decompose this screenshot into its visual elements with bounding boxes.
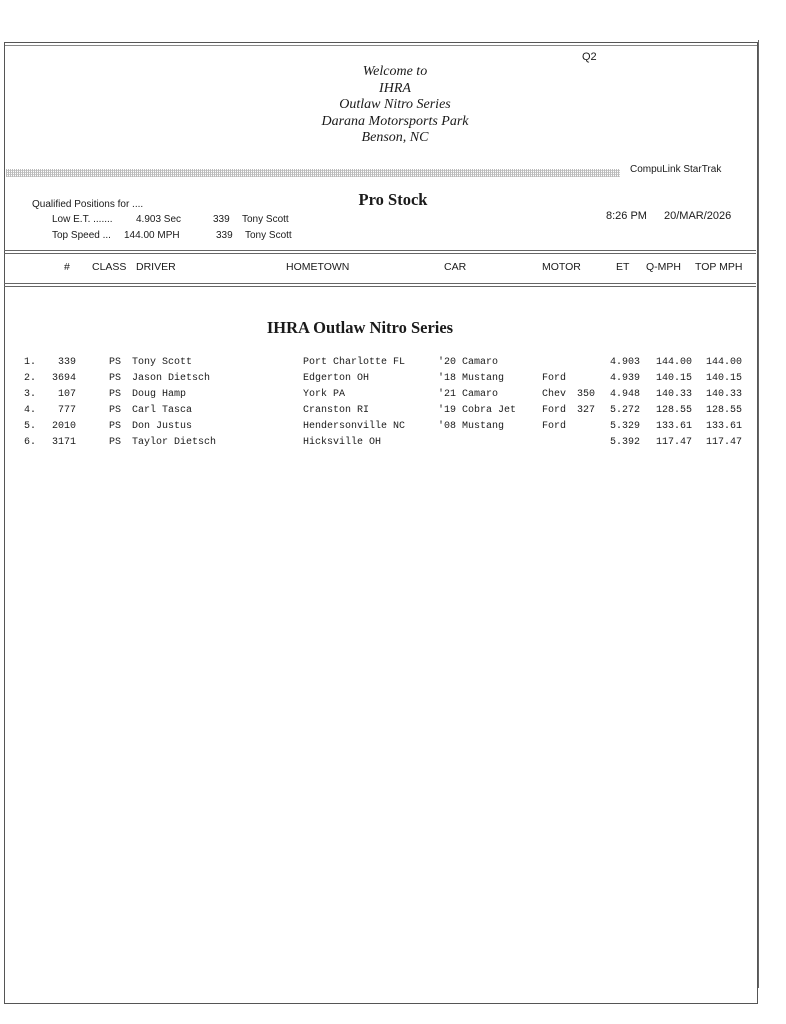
low-et-line <box>0 214 400 228</box>
header-rule-top-2 <box>4 253 756 254</box>
driver-cell: Doug Hamp <box>132 389 187 400</box>
header-rule-bottom <box>4 283 756 284</box>
topmph-cell: 144.00 <box>705 357 742 368</box>
top-speed-car: 339 <box>216 230 233 241</box>
qmph-cell: 140.33 <box>655 389 692 400</box>
table-row <box>0 436 786 452</box>
page-code: Q2 <box>582 51 597 63</box>
low-et-driver: Tony Scott <box>242 214 289 225</box>
motor-cell: Chev <box>542 389 567 400</box>
num-cell: 339 <box>57 357 76 368</box>
pos-cell: 3. <box>24 389 37 400</box>
topmph-cell: 140.15 <box>705 373 742 384</box>
page-frame <box>4 42 758 1004</box>
qmph-cell: 117.47 <box>655 437 692 448</box>
car-cell: '21 Camaro <box>438 389 499 400</box>
num-cell: 2010 <box>51 421 76 432</box>
motor-cell: Ford <box>542 405 567 416</box>
class-cell: PS <box>109 421 122 432</box>
car-cell: '20 Camaro <box>438 357 499 368</box>
hometown-cell: Cranston RI <box>303 405 370 416</box>
car-cell: '19 Cobra Jet <box>438 405 517 416</box>
dotted-divider <box>6 169 620 177</box>
qmph-cell: 133.61 <box>655 421 692 432</box>
col-topmph: TOP MPH <box>695 261 743 273</box>
col-driver: DRIVER <box>136 261 176 273</box>
col-class: CLASS <box>92 261 127 273</box>
col-et: ET <box>616 261 630 273</box>
welcome-line: Welcome to <box>362 64 428 79</box>
class-cell: PS <box>109 405 122 416</box>
pos-cell: 6. <box>24 437 37 448</box>
driver-cell: Jason Dietsch <box>132 373 211 384</box>
num-cell: 777 <box>57 405 76 416</box>
topmph-cell: 140.33 <box>705 389 742 400</box>
topmph-cell: 133.61 <box>705 421 742 432</box>
top-speed-line <box>0 230 400 244</box>
driver-cell: Carl Tasca <box>132 405 193 416</box>
track-line: Darana Motorsports Park <box>321 113 469 129</box>
report-date: 20/MAR/2026 <box>664 210 732 222</box>
col-qmph: Q-MPH <box>646 261 681 273</box>
sanction-line: IHRA <box>379 80 411 96</box>
et-cell: 5.272 <box>609 405 640 416</box>
hometown-cell: York PA <box>303 389 346 400</box>
qmph-cell: 144.00 <box>655 357 692 368</box>
driver-cell: Tony Scott <box>132 357 193 368</box>
num-cell: 3171 <box>51 437 76 448</box>
num-cell: 107 <box>57 389 76 400</box>
class-cell: PS <box>109 373 122 384</box>
car-cell: '08 Mustang <box>438 421 505 432</box>
class-cell: PS <box>109 389 122 400</box>
table-row <box>0 404 786 420</box>
low-et-car: 339 <box>213 214 230 225</box>
pos-cell: 2. <box>24 373 37 384</box>
table-row <box>0 372 786 388</box>
col-motor: MOTOR <box>542 261 581 273</box>
class-title: Pro Stock <box>358 190 428 209</box>
hometown-cell: Hendersonville NC <box>303 421 406 432</box>
motor-size-cell: 327 <box>577 405 596 416</box>
class-cell: PS <box>109 437 122 448</box>
header-rule-bottom-2 <box>4 286 756 287</box>
class-cell: PS <box>109 357 122 368</box>
num-cell: 3694 <box>51 373 76 384</box>
driver-cell: Taylor Dietsch <box>132 437 217 448</box>
hometown-cell: Edgerton OH <box>303 373 370 384</box>
series-title: IHRA Outlaw Nitro Series <box>266 318 454 337</box>
low-et-value: 4.903 Sec <box>136 214 182 225</box>
driver-cell: Don Justus <box>132 421 193 432</box>
table-row <box>0 420 786 436</box>
qmph-cell: 140.15 <box>655 373 692 384</box>
motor-cell: Ford <box>542 373 567 384</box>
col-car: CAR <box>444 261 467 273</box>
col-num: # <box>64 261 70 273</box>
series-line: Outlaw Nitro Series <box>339 97 451 112</box>
col-hometown: HOMETOWN <box>286 261 350 273</box>
et-cell: 4.903 <box>609 357 640 368</box>
car-cell: '18 Mustang <box>438 373 505 384</box>
location-line: Benson, NC <box>361 130 429 145</box>
top-speed-driver: Tony Scott <box>245 230 292 241</box>
et-cell: 4.948 <box>609 389 640 400</box>
motor-size-cell: 350 <box>577 389 596 400</box>
top-speed-label: Top Speed ... <box>52 230 111 241</box>
header-rule-top <box>4 250 756 251</box>
topmph-cell: 128.55 <box>705 405 742 416</box>
pos-cell: 4. <box>24 405 37 416</box>
report-time: 8:26 PM <box>606 210 647 222</box>
table-row <box>0 388 786 404</box>
table-row <box>0 356 786 372</box>
hometown-cell: Hicksville OH <box>303 437 382 448</box>
topmph-cell: 117.47 <box>705 437 742 448</box>
low-et-label: Low E.T. ....... <box>52 214 113 225</box>
timing-system-label: CompuLink StarTrak <box>630 164 722 175</box>
pos-cell: 5. <box>24 421 37 432</box>
frame-top-rule <box>5 43 757 46</box>
motor-cell: Ford <box>542 421 567 432</box>
qmph-cell: 128.55 <box>655 405 692 416</box>
top-speed-value: 144.00 MPH <box>124 230 180 241</box>
frame-right-edge <box>758 40 759 988</box>
event-header <box>240 64 550 147</box>
et-cell: 5.329 <box>609 421 640 432</box>
hometown-cell: Port Charlotte FL <box>303 357 406 368</box>
et-cell: 4.939 <box>609 373 640 384</box>
qualified-label: Qualified Positions for .... <box>32 199 144 210</box>
et-cell: 5.392 <box>609 437 640 448</box>
pos-cell: 1. <box>24 357 37 368</box>
